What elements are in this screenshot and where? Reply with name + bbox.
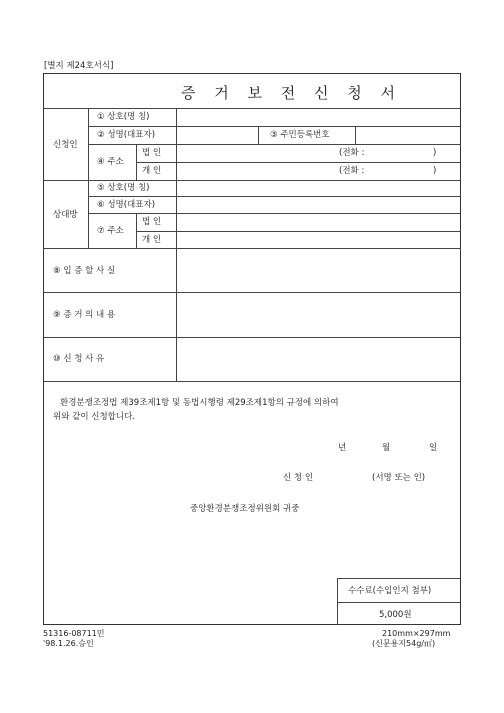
divider: [355, 126, 356, 144]
applicant-corp-phone-label: (전화 :: [339, 148, 365, 158]
divider: [176, 108, 177, 381]
divider: [136, 213, 137, 248]
counterparty-indiv-label: 개 인: [142, 235, 162, 245]
applicant-address-label: ④ 주소: [97, 157, 124, 167]
form-number: [별지 제24호서식]: [44, 61, 114, 71]
date-month: 월: [382, 443, 391, 453]
divider: [136, 231, 461, 232]
divider: [88, 144, 461, 145]
divider: [88, 213, 461, 214]
applicant-signature-label: 신 청 인: [283, 473, 314, 483]
counterparty-corp-label: 법 인: [142, 217, 162, 227]
divider: [43, 108, 461, 109]
recipient: 중앙환경분쟁조정위원회 귀중: [190, 504, 300, 514]
divider: [337, 578, 338, 625]
divider: [43, 180, 461, 181]
footer-approval-date: '98.1.26.승인: [43, 639, 94, 648]
applicant-section-label: 신청인: [53, 140, 78, 150]
divider: [258, 126, 259, 144]
divider: [43, 337, 461, 338]
counterparty-section-label: 상대방: [53, 210, 78, 220]
divider: [136, 162, 461, 163]
evidence-label: ⑨ 증 거 의 내 용: [53, 310, 116, 320]
paper-type: (신문용지54g/㎡): [372, 639, 436, 648]
date-year: 년: [338, 443, 347, 453]
fee-label: 수수료(수입인지 첨부): [348, 586, 432, 596]
counterparty-rep-label: ⑥ 성명(대표자): [97, 200, 156, 210]
applicant-reg-label: ③ 주민등록번호: [270, 130, 330, 140]
applicant-indiv-label: 개 인: [142, 166, 162, 176]
applicant-indiv-phone-label: (전화 :: [339, 166, 365, 176]
applicant-rep-label: ② 성명(대표자): [97, 130, 156, 140]
divider: [88, 126, 461, 127]
reason-label: ⑩ 신 청 사 유: [53, 354, 105, 364]
divider: [337, 578, 461, 579]
paper-size: 210mm×297mm: [382, 629, 451, 638]
divider: [337, 602, 461, 603]
statement-line-1: 환경분쟁조정법 제39조제1항 및 동법시행령 제29조제1항의 규정에 의하여: [60, 398, 339, 408]
divider: [136, 144, 137, 180]
applicant-corp-label: 법 인: [142, 148, 162, 158]
footer-code: 51316-08711민: [43, 629, 105, 638]
facts-label: ⑧ 입 증 할 사 실: [53, 266, 116, 276]
applicant-corp-phone-close: ): [433, 148, 437, 158]
divider: [43, 248, 461, 249]
divider: [43, 381, 461, 382]
counterparty-address-label: ⑦ 주소: [97, 226, 124, 236]
date-day: 일: [429, 443, 438, 453]
signature-note: (서명 또는 인): [372, 473, 426, 483]
statement-line-2: 위와 같이 신청합니다.: [53, 412, 136, 422]
divider: [88, 196, 461, 197]
application-form: [43, 73, 461, 625]
counterparty-name-label: ⑤ 상호(명 칭): [97, 183, 150, 193]
form-title: 증 거 보 전 신 청 서: [181, 84, 403, 102]
applicant-indiv-phone-close: ): [433, 166, 437, 176]
divider: [43, 292, 461, 293]
divider: [88, 108, 89, 248]
applicant-name-label: ① 상호(명 칭): [97, 112, 150, 122]
fee-amount: 5,000원: [379, 610, 412, 620]
